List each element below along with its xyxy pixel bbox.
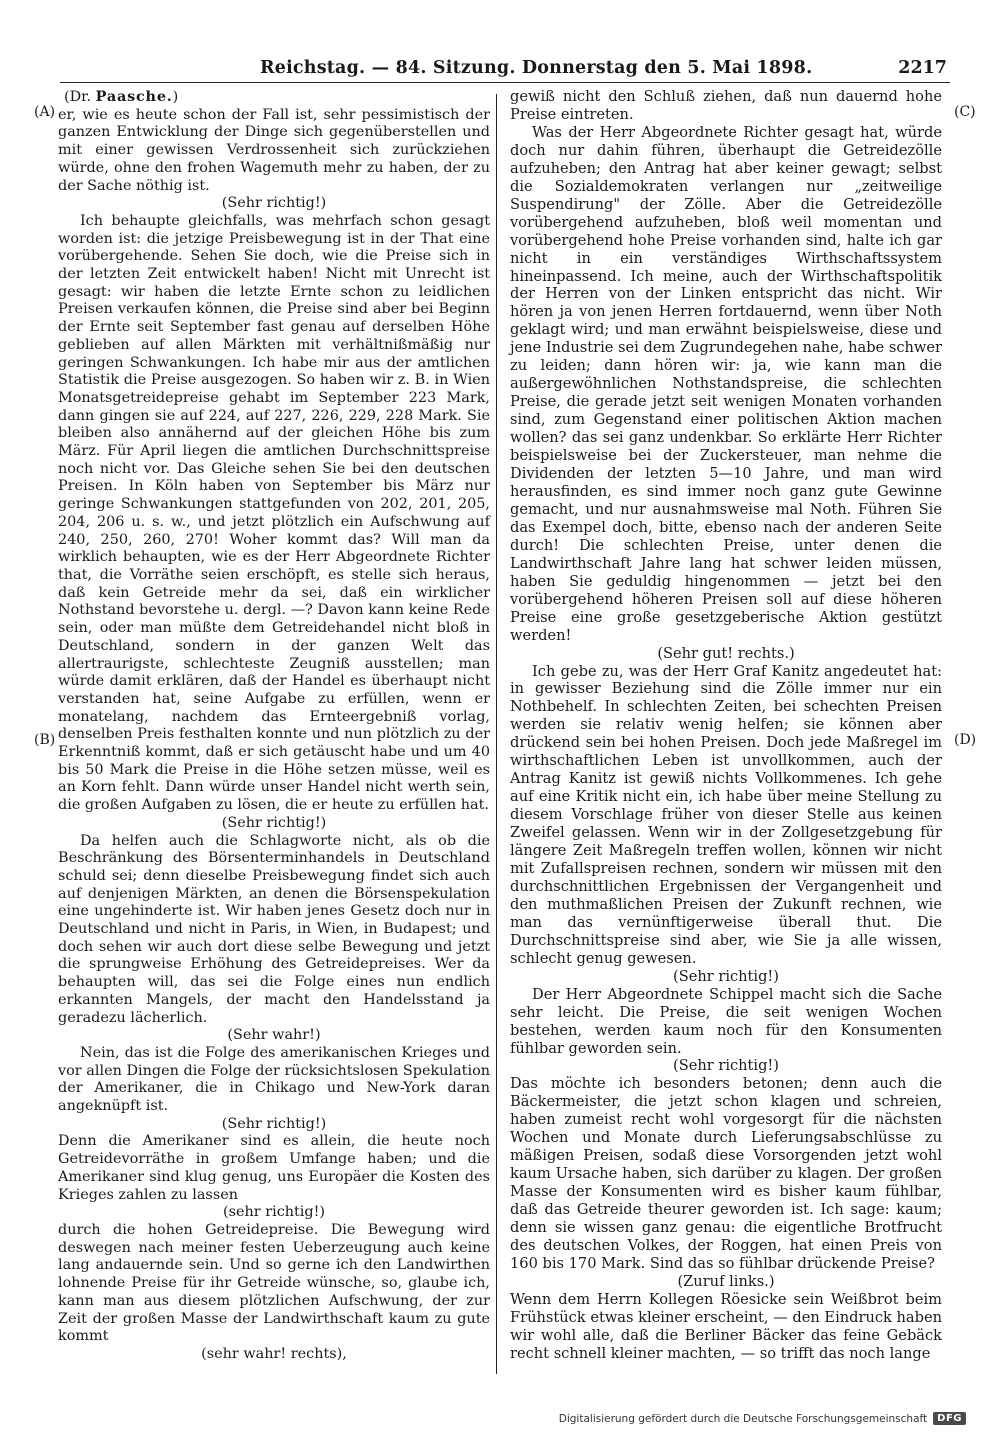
speaker-prefix: (Dr. (64, 89, 92, 105)
page-number: 2217 (898, 58, 947, 78)
interjection: (Sehr gut! rechts.) (657, 644, 795, 662)
dfg-logo-icon: DFG (933, 1412, 966, 1425)
interjection: (sehr wahr! rechts), (201, 1345, 347, 1362)
speaker-line (58, 88, 490, 107)
paragraph: Ich gebe zu, was der Herr Graf Kanitz angedeutet hat: in gewisser Beziehung sind die Zölle immer nur ein Nothbehelf. In schlechten Zeiten, bei schechten Preisen werden sie relativ wenig helfen; sie können aber drückend sein bei hohen Preisen. Doch jede Maßregel im wirthschaftlichen Leben ist unvollkommen, auch der Antrag Kanitz ist gewiß nichts Vollkommenes. Ich gehe auf eine Kritik nicht ein, ich habe über meine Stellung zu diesem Vorschlage früher von dieser Stelle aus keinen Zweifel gelassen. Wenn wir in der Zollgesetzgebung für längere Zeit Maßregeln treffen wollen, können wir nicht mit Zufallspreisen rechnen, sondern wir müssen mit den durchschnittlichen Ergebnissen der Vergangenheit und den muthmaßlichen Preisen der Zukunft rechnen, wie man das vernünftigerweise überall thut. Die Durchschnittspreise sind aber, wie Sie ja alle wissen, schlecht genug gewesen. (510, 662, 942, 967)
interjection: (Sehr richtig!) (221, 814, 327, 831)
speaker-suffix: ) (172, 89, 179, 105)
running-header (60, 58, 955, 84)
paragraph: Denn die Amerikaner sind es allein, die heute noch Getreidevorräthe in großem Umfange haben; und die Amerikaner sind klug genug, uns Europäer die Kosten des Krieges zahlen zu lassen (58, 1133, 490, 1203)
paragraph: er, wie es heute schon der Fall ist, sehr pessimistisch der ganzen Entwicklung der Dinge sich gegenüberstellen und mit einer gewissen Verdrossenheit sich zurückziehen würde, ohne den frohen Wagemuth mehr zu haben, der zu der Sache nöthig ist. (58, 106, 490, 194)
paragraph: durch die hohen Getreidepreise. Die Bewegung wird deswegen nach meiner festen Ueberzeugung auch keine lang andauernde sein. Und so gerne ich den Landwirthen lohnende Preise für ihr Getreide wünsche, so, glaube ich, kann man aus diesem plötzlichen Aufschwung, der zur Zeit der großen Masse der Landwirthschaft kaum zu gute kommt (58, 1222, 490, 1345)
paragraph: Da helfen auch die Schlagworte nicht, als ob die Beschränkung des Börsenterminhandels in Deutschland schuld sei; denn dieselbe Preisbewegung findet sich auch auf denjenigen Märkten, an denen die Börsenspekulation eine ungehinderte ist. Wir haben jenes Gesetz doch nur in Deutschland und nicht in Paris, in Wien, in Budapest; und doch sehen wir auch dort diese selbe Bewegung und jetzt die sprungweise Erhöhung des Getreidepreises. Wer da behaupten will, das sei die Folge eines nun endlich erkannten Mangels, der macht den Handelsstand ja geradezu lächerlich. (58, 832, 490, 1026)
margin-marker-b: (B) (34, 732, 56, 748)
paragraph: Was der Herr Abgeordnete Richter gesagt hat, würde doch nur dahin führen, überhaupt die Getreidezölle aufzuheben; den Antrag hat aber keiner gewagt; selbst die Sozialdemokraten verlangen nur „zeitweilige Suspendirung" der Zölle. Aber die Getreidezölle vorübergehend aufzuheben, bloß weil momentan und vorübergehend hohe Preise vorhanden sind, halte ich gar nicht in ein verständiges Wirthschaftssystem hineinpassend. Ich meine, auch der Wirthschaftspolitik der Herren von der Linken entspricht das nicht. Wir hören ja von jenen Herren fortdauernd, wenn über Noth geklagt wird; und man erwähnt beispielsweise, diese und jene Industrie sei dem Zugrundegehen nahe, habe schwer zu leiden; dann hören wir: ja, wie kann man die außergewöhnlichen Nothstandspreise, die schlechten Preise, die gerade jetzt seit wenigen Monaten vorhanden sind, zum Gegenstand einer politischen Aktion machen wollen? das sei ganz undenkbar. So erklärte Herr Richter beispielsweise bei der Zuckersteuer, man nehme die Dividenden der letzten 5—10 Jahre, und man wird herausfinden, es sind immer noch ganz gute Gewinne gemacht, und nur ausnahmsweise mal Noth. Führen Sie das Exempel doch, bitte, ebenso nach der anderen Seite durch! Die schlechten Preise, unter denen die Landwirthschaft Jahre lang hat schwer leiden müssen, haben Sie geduldig hingenommen — jetzt bei den vorübergehend höheren Preisen soll auf diese höheren Preise eine große gesetzgeberische Aktion gestützt werden! (510, 123, 942, 644)
interjection: (Sehr richtig!) (221, 195, 327, 212)
paragraph: Der Herr Abgeordnete Schippel macht sich die Sache sehr leicht. Die Preise, die seit wenigen Wochen bestehen, werden kaum noch für den Konsumenten fühlbar geworden sein. (510, 985, 942, 1057)
margin-marker-a: (A) (34, 104, 56, 120)
paragraph: gewiß nicht den Schluß ziehen, daß nun dauernd hohe Preise eintreten. (510, 88, 942, 123)
paragraph: Nein, das ist die Folge des amerikanischen Krieges und vor allen Dingen die Folge der rücksichtslosen Spekulation der Amerikaner, die in Chikago und New-York daran angeknüpft ist. (58, 1044, 490, 1115)
right-column (510, 88, 942, 1363)
footer-text: Digitalisierung gefördert durch die Deutsche Forschungsgemeinschaft (558, 1412, 928, 1425)
margin-marker-c: (C) (954, 104, 976, 120)
paragraph: Ich behaupte gleichfalls, was mehrfach schon gesagt worden ist: die jetzige Preisbewegung ist in der That eine vorübergehende. Sehen Sie doch, wie die Preise sich in der letzten Zeit entwickelt haben! Nicht mit Unrecht ist gesagt: wir haben die letzte Ernte schon zu leidlichen Preisen verkaufen können, die Preise sind aber bei Beginn der Ernte seit September fast genau auf derselben Höhe geblieben auf allen Märkten mit verhältnißmäßig nur geringen Schwankungen. Ich habe mir aus der amtlichen Statistik die Preise ausgezogen. So haben wir z. B. in Wien Monatsgetreidepreise gehabt im September 223 Mark, dann gingen sie auf 224, auf 227, 226, 229, 228 Mark. Sie bleiben also annähernd auf der gleichen Höhe bis zum März. Für April liegen die amtlichen Durchschnittspreise noch nicht vor. Das Gleiche sehen Sie bei den deutschen Preisen. In Köln haben von September bis März nur geringe Schwankungen stattgefunden von 202, 201, 205, 204, 206 u. s. w., und jetzt plötzlich ein Aufschwung auf 240, 250, 260, 270! Woher kommt das? Will man da wirklich behaupten, wie es der Herr Abgeordnete Richter that, die Vorräthe seien erschöpft, es stelle sich heraus, daß kein Getreide mehr da sei, daß ein wirklicher Nothstand bevorstehe u. dergl. —? Davon kann keine Rede sein, oder man müßte dem Getreidehandel nicht bloß in Deutschland, sondern in der ganzen Welt das allertraurigste, schlechteste Zeugniß ausstellen; man würde damit erklären, daß der Handel es überhaupt nicht verstanden hat, seine Aufgabe zu erfüllen, wenn er monatelang, nachdem das Ernteergebniß vorlag, denselben Preis festhalten konnte und nun plötzlich zu der Erkenntniß kommt, daß er sich getäuscht habe und um 40 bis 50 Mark die Preise in die Höhe setzen müsse, weil es an Korn fehlt. Dann würde unser Handel nicht werth sein, die großen Aufgaben zu lösen, die er heute zu erfüllen hat. (58, 212, 490, 814)
margin-marker-d: (D) (954, 732, 977, 748)
paragraph: Das möchte ich besonders betonen; denn auch die Bäckermeister, die jetzt schon klagen und schreien, haben zumeist recht wohl vorgesorgt für die nächsten Wochen und Monate durch Lieferungsabschlüsse zu mäßigen Preisen, sodaß diese Vorsorgenden jetzt wohl kaum Ursache haben, sich darüber zu klagen. Der großen Masse der Konsumenten wird es bisher kaum fühlbar, daß das Getreide theurer geworden ist. Ich sage: kaum; denn sie wissen ganz genau: die eigentliche Brotfrucht des deutschen Volkes, der Roggen, hat einen Preis von 160 bis 170 Mark. Sind das so fühlbar drückende Preise? (510, 1075, 942, 1272)
interjection: (Sehr wahr!) (227, 1027, 321, 1044)
interjection: (sehr richtig!) (222, 1204, 326, 1221)
interjection: (Sehr richtig!) (673, 967, 779, 985)
interjection: (Sehr richtig!) (673, 1057, 779, 1075)
header-rule (60, 82, 950, 83)
paragraph: Wenn dem Herrn Kollegen Röesicke sein Weißbrot beim Frühstück etwas kleiner erscheint, — den Eindruck haben wir wohl alle, daß die Berliner Bäcker das feine Gebäck recht schnell kleiner machten, — so trifft das noch lange (510, 1290, 942, 1362)
left-column (58, 88, 490, 1364)
digitization-credit (559, 1412, 966, 1425)
interjection: (Zuruf links.) (677, 1272, 775, 1290)
speaker-name: Paasche. (95, 88, 173, 105)
column-divider (496, 94, 497, 1374)
interjection: (Sehr richtig!) (221, 1115, 327, 1132)
page-header-title: Reichstag. — 84. Sitzung. Donnerstag den 5. Mai 1898. (260, 58, 813, 78)
